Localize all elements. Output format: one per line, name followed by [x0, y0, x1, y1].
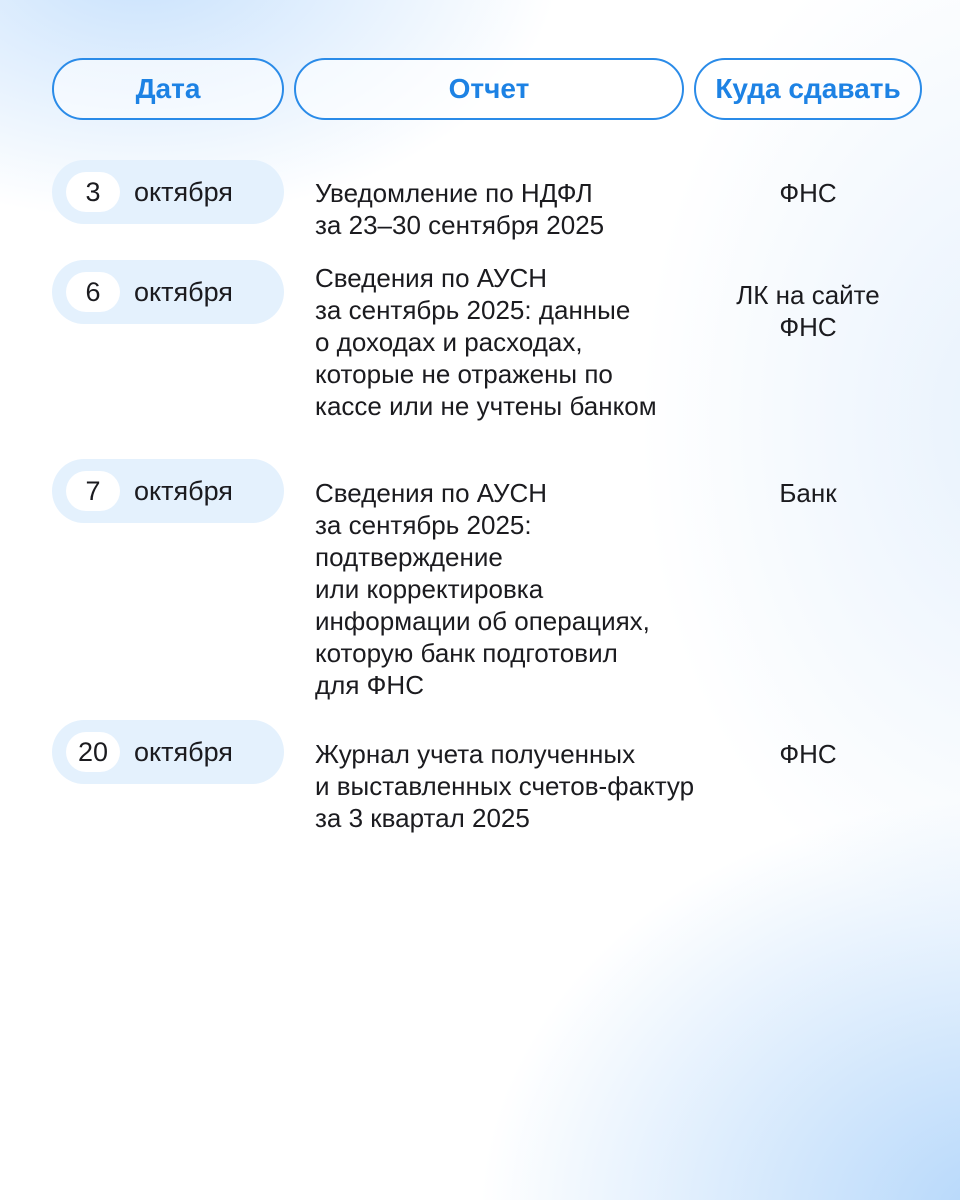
report-text: Уведомление по НДФЛ за 23–30 сентября 2025 — [315, 178, 605, 240]
report-text: Сведения по АУСН за сентябрь 2025: данные о доходах и расходах, которые не отражены по кассе или не учтены банком — [315, 263, 657, 421]
submit-to: ФНС — [779, 178, 837, 208]
date-pill — [52, 459, 284, 523]
header-date — [52, 58, 284, 120]
date-month: октября — [134, 176, 233, 207]
header-date-label: Дата — [135, 73, 201, 104]
header-where — [694, 58, 922, 120]
date-pill — [52, 160, 284, 224]
date-month: октября — [134, 736, 233, 767]
submit-to: ЛК на сайте ФНС — [736, 280, 880, 342]
header-report — [294, 58, 684, 120]
report-text: Журнал учета полученных и выставленных счетов-фактур за 3 квартал 2025 — [315, 739, 695, 833]
date-day: 6 — [66, 272, 120, 312]
submit-to: Банк — [779, 478, 837, 508]
header-where-label: Куда сдавать — [715, 73, 901, 104]
date-day: 20 — [66, 732, 120, 772]
date-day: 7 — [66, 471, 120, 511]
date-day: 3 — [66, 172, 120, 212]
header-report-label: Отчет — [448, 73, 530, 104]
date-pill — [52, 720, 284, 784]
submit-to: ФНС — [779, 739, 837, 769]
report-text: Сведения по АУСН за сентябрь 2025: подтверждение или корректировка информации об операциях, которую банк подготовил для ФНС — [315, 478, 650, 700]
date-month: октября — [134, 276, 233, 307]
date-pill — [52, 260, 284, 324]
date-month: октября — [134, 475, 233, 506]
